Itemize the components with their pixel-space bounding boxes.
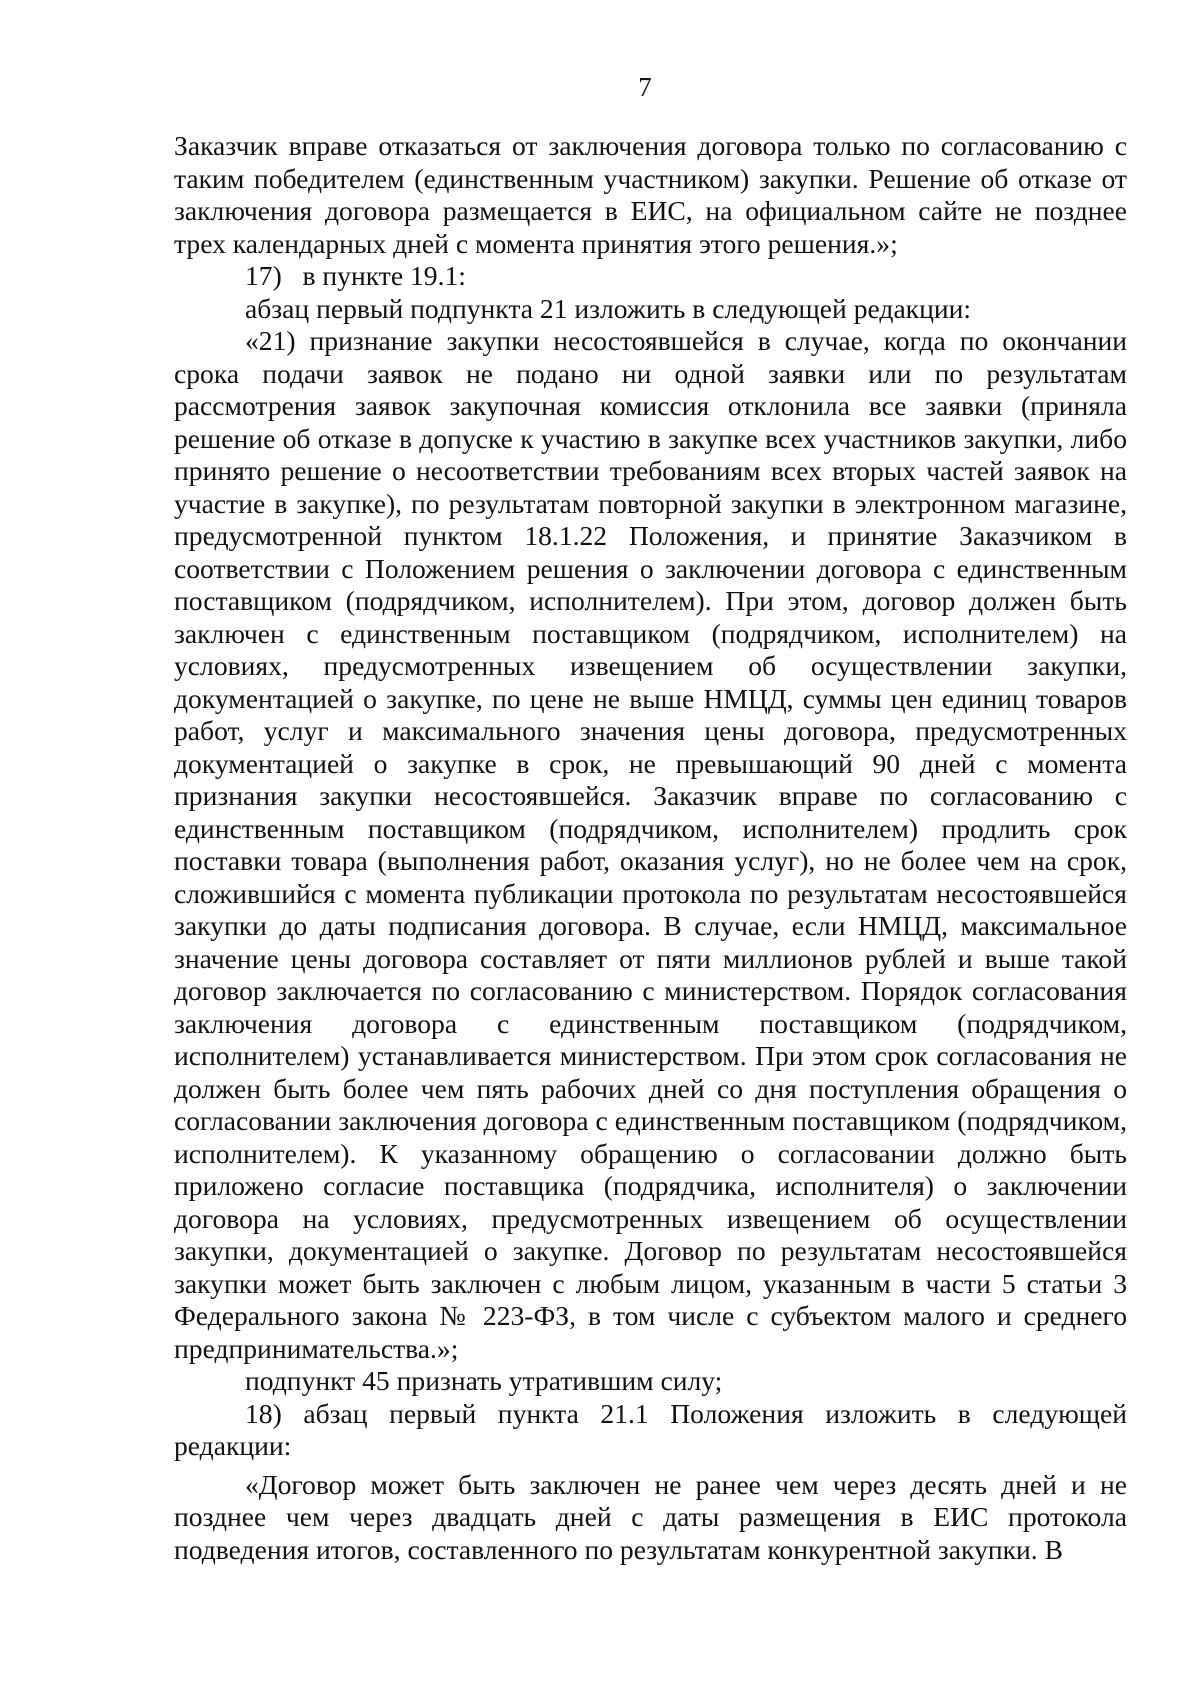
page-number: 7 [638, 72, 652, 102]
paragraph-2: 17) в пункте 19.1: [245, 260, 466, 291]
paragraph-4: «21) признание закупки несостоявшейся в случае, когда по окончании срока подачи заявок не подано ни одной заявки или по результатам рассмотрения заявок закупочная комиссия отклонила все заявки (приняла решение об отказе в допуске к участию в закупке всех участников закупки, либо принято решение о несоответствии требованиям всех вторых частей заявок на участие в закупке), по результатам повторной закупки в электронном магазине, предусмотренной пунктом 18.1.22 Положения, и принятие Заказчиком в соответствии с Положением решения о заключении договора с единственным поставщиком (подрядчиком, исполнителем). При этом, договор должен быть заключен с единственным поставщиком (подрядчиком, исполнителем) на условиях, предусмотренных извещением об осуществлении закупки, документацией о закупке, по цене не выше НМЦД, суммы цен единиц товаров работ, услуг и максимального значения цены договора, предусмотренных документацией о закупке в срок, не превышающий 90 дней с момента признания закупки несостоявшейся. Заказчик вправе по согласованию с единственным поставщиком (подрядчиком, исполнителем) продлить срок поставки товара (выполнения работ, оказания услуг), но не более чем на срок, сложившийся с момента публикации протокола по результатам несостоявшейся закупки до даты подписания договора. В случае, если НМЦД, максимальное значение цены договора составляет от пяти миллионов рублей и выше такой договор заключается по согласованию с министерством. Порядок согласования заключения договора с единственным поставщиком (подрядчиком, исполнителем) устанавливается министерством. При этом срок согласования не должен быть более чем пять рабочих дней со дня поступления обращения о согласовании заключения договора с единственным поставщиком (подрядчиком, исполнителем). К указанному обращению о согласовании должно быть приложено согласие поставщика (подрядчика, исполнителя) о заключении договора на условиях, предусмотренных извещением об осуществлении закупки, документацией о закупке. Договор по результатам несостоявшейся закупки может быть заключен с любым лицом, указанным в части 5 статьи 3 Федерального закона № 223-ФЗ, в том числе с субъектом малого и среднего предпринимательства.»; [174, 325, 1127, 1364]
document-body [174, 130, 1127, 1566]
paragraph-3: абзац первый подпункта 21 изложить в следующей редакции: [245, 292, 972, 324]
paragraph-1: Заказчик вправе отказаться от заключения договора только по согласованию с таким победителем (единственным участником) закупки. Решение об отказе от заключения договора размещается в ЕИС, на официальном сайте не позднее трех календарных дней с момента принятия этого решения.»; [174, 130, 1127, 259]
paragraph-5: подпункт 45 признать утратившим силу; [245, 1365, 723, 1396]
paragraph-6: 18) абзац первый пункта 21.1 Положения изложить в следующей редакции: [174, 1397, 1127, 1461]
paragraph-7: «Договор может быть заключен не ранее чем через десять дней и не позднее чем через двадцать дней с даты размещения в ЕИС протокола подведения итогов, составленного по результатам конкурентной закупки. В [174, 1468, 1127, 1565]
